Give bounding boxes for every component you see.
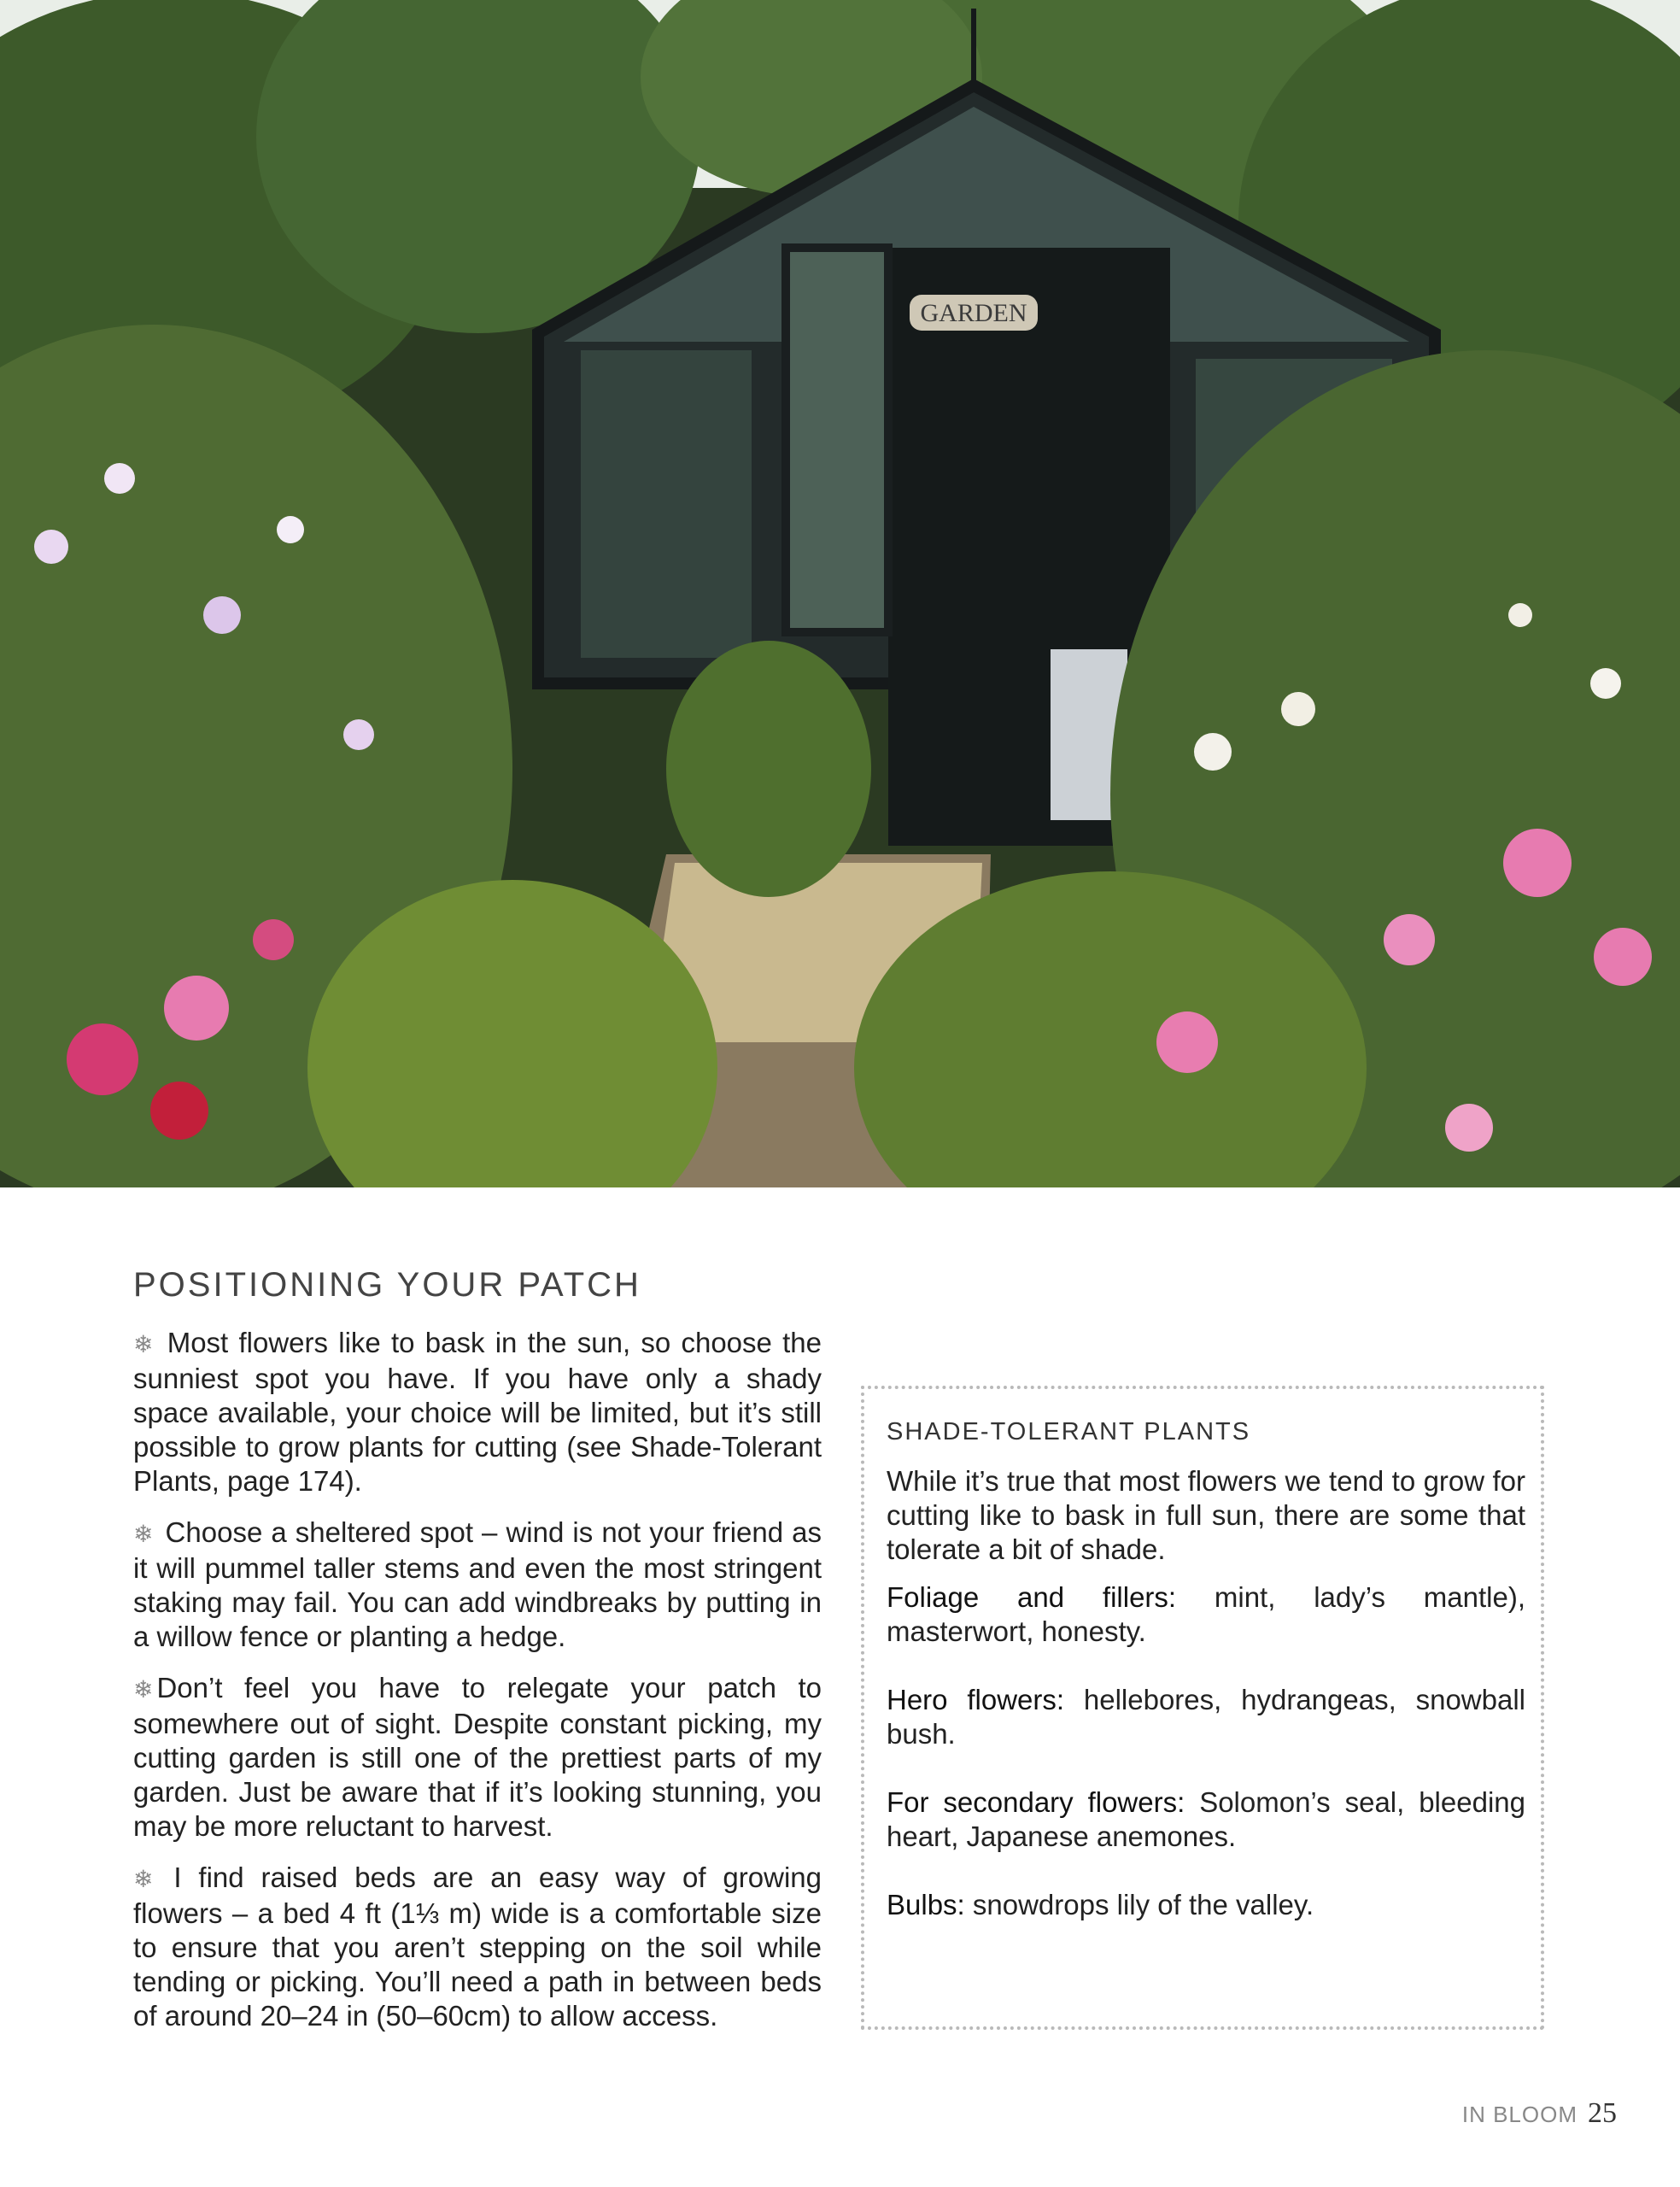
snowflake-bullet-icon: ❄ (133, 1676, 154, 1703)
paragraph-text: I find raised beds are an easy way of growing flowers – a bed 4 ft (1⅓ m) wide is a comfortable size to ensure that you aren’t stepping on the soil while tending or picking. You’ll need a path in between beds of around 20–24 in (50–60cm) to allow access. (133, 1862, 822, 2032)
paragraph (133, 1326, 822, 1498)
snowflake-bullet-icon: ❄ (133, 1866, 154, 1892)
sidebar-item (887, 1888, 1525, 1922)
sidebar-item (887, 1580, 1525, 1649)
snowflake-bullet-icon: ❄ (133, 1521, 154, 1547)
sidebar-item-label: For secondary flowers: (887, 1786, 1185, 1818)
sidebar-item-label: Bulbs: (887, 1889, 965, 1920)
sidebar-item (887, 1683, 1525, 1751)
paragraph-text: Choose a sheltered spot – wind is not your friend as it will pummel taller stems and even the most stringent staking may fail. You can add windbreaks by putting in a willow fence or planting a hedge. (133, 1516, 822, 1652)
snowflake-bullet-icon: ❄ (133, 1331, 154, 1357)
sidebar-title: SHADE-TOLERANT PLANTS (887, 1418, 1251, 1445)
section-title: POSITIONING YOUR PATCH (133, 1266, 641, 1304)
sidebar-item-text: mint, lady’s mantle), masterwort, honesty. (887, 1581, 1525, 1647)
sidebar-item-text: hellebores, hydrangeas, snowball bush. (887, 1684, 1525, 1750)
shade-tolerant-sidebar (861, 1386, 1544, 2030)
page-footer (1462, 2097, 1617, 2130)
paragraph (133, 1516, 822, 1654)
page-number: 25 (1588, 2097, 1617, 2129)
sidebar-intro: While it’s true that most flowers we tend to grow for cutting like to bask in full sun, there are some that tolerate a bit of shade. (887, 1465, 1525, 1565)
sidebar-item-text: snowdrops lily of the valley. (964, 1889, 1314, 1920)
paragraph-text: Most flowers like to bask in the sun, so choose the sunniest spot you have. If you have only a shady space available, your choice will be limited, but it’s still possible to grow plants for cutting (see Shade-Tolerant Plants, page 174). (133, 1327, 822, 1497)
sidebar-item-text: Solomon’s seal, bleeding heart, Japanese anemones. (887, 1786, 1525, 1852)
body-text-column (133, 1326, 822, 2050)
paragraph-text: Don’t feel you have to relegate your patch to somewhere out of sight. Despite constant picking, my cutting garden is still one of the prettiest parts of my garden. Just be aware that if it’s looking stunning, you may be more reluctant to harvest. (133, 1672, 822, 1842)
greenhouse-sign-text: GARDEN (920, 299, 1027, 327)
sidebar-item-label: Hero flowers: (887, 1684, 1065, 1715)
sidebar-item (887, 1785, 1525, 1854)
running-head: IN BLOOM (1461, 2102, 1578, 2127)
sidebar-item-label: Foliage and fillers: (887, 1581, 1177, 1613)
paragraph (133, 1671, 822, 1844)
paragraph (133, 1861, 822, 2033)
